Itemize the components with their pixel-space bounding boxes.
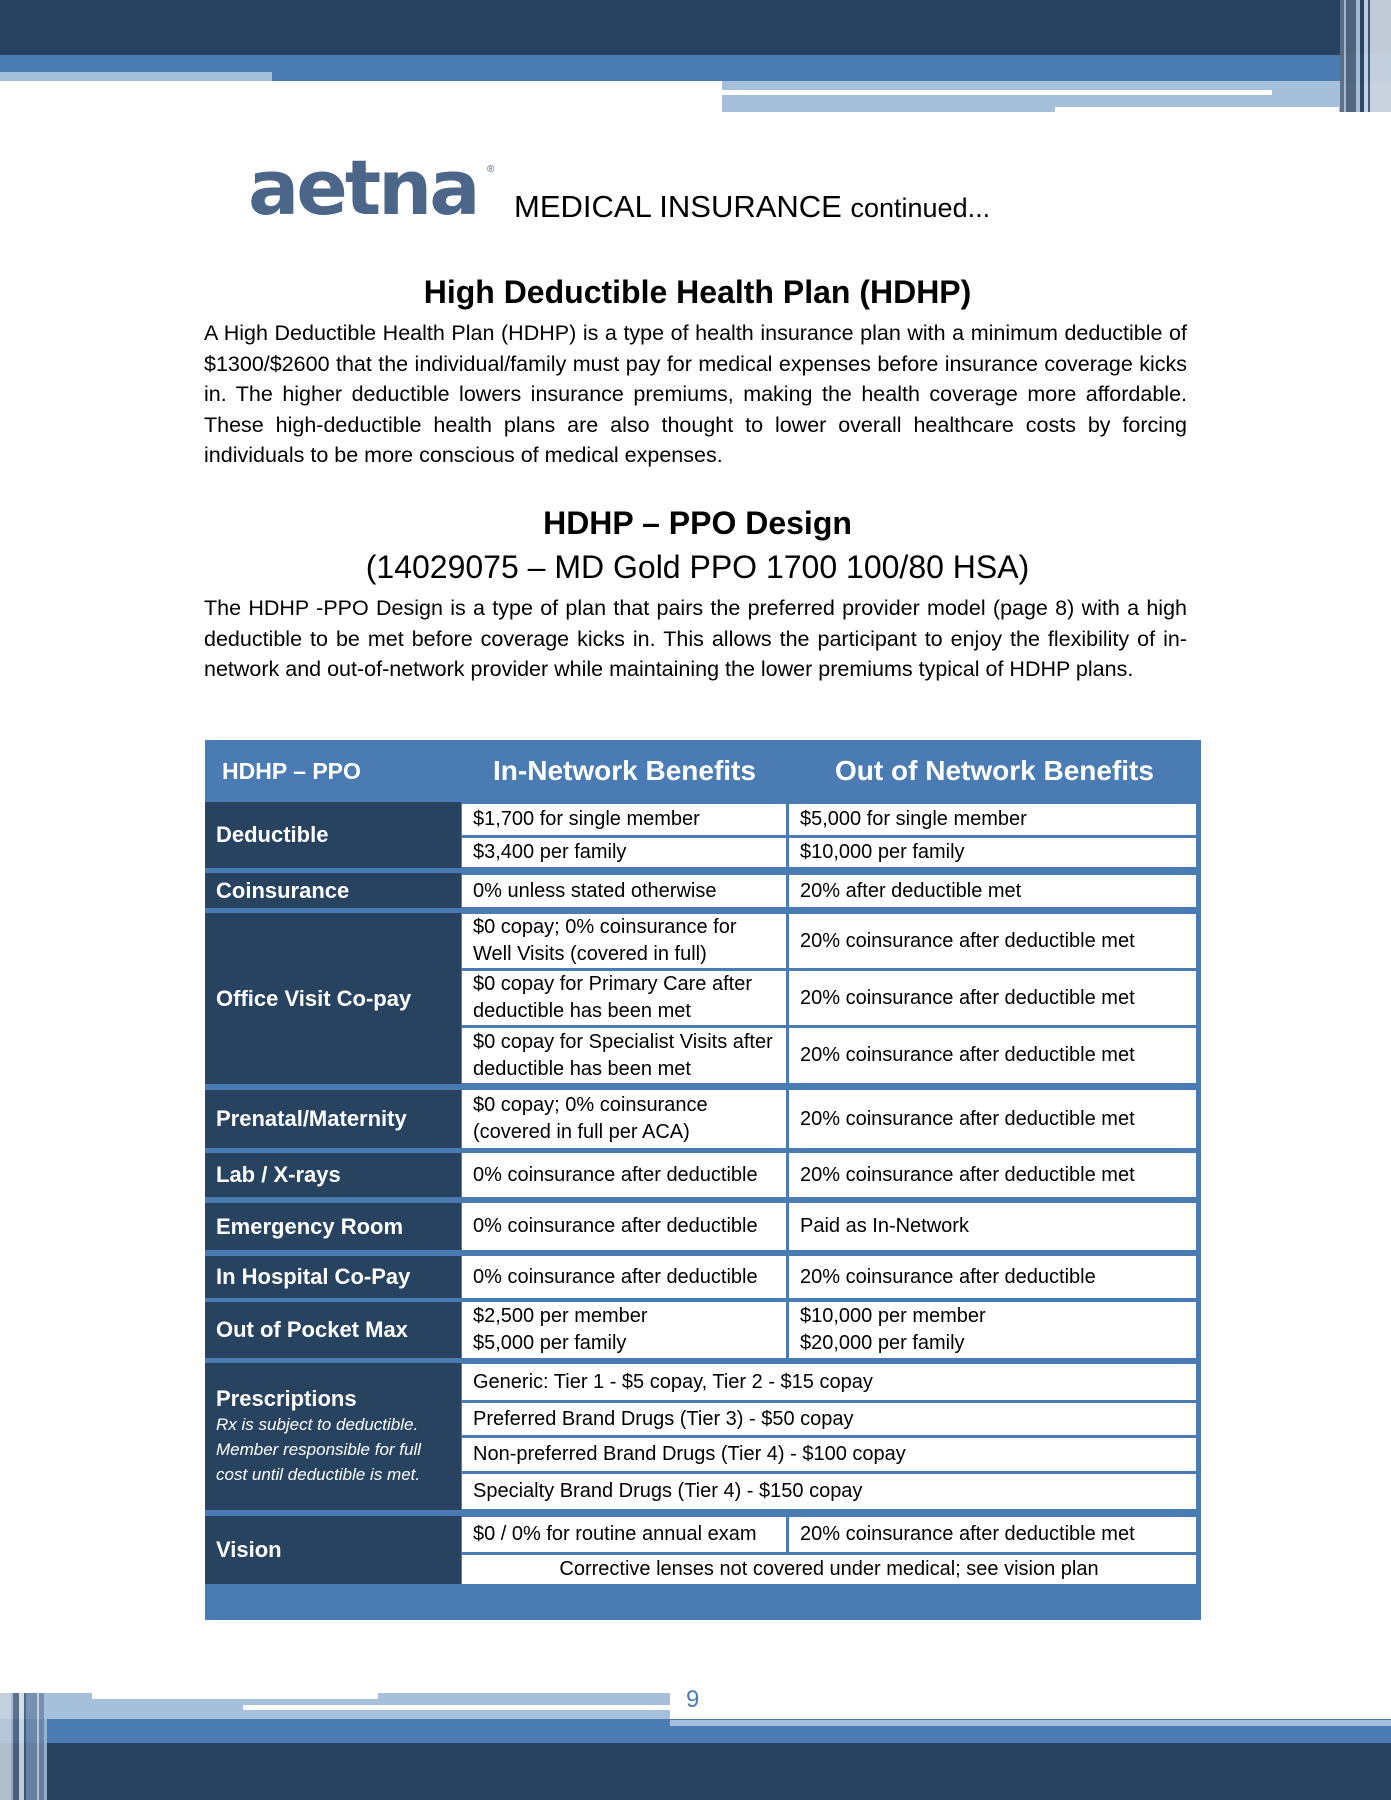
row-label-prenatal: Prenatal/Maternity bbox=[205, 1090, 461, 1148]
oop-in-family: $5,000 per family bbox=[473, 1332, 627, 1354]
table-header-out-network: Out of Network Benefits bbox=[835, 755, 1154, 786]
rx-tier-nonpreferred: Non-preferred Brand Drugs (Tier 4) - $100 copay bbox=[462, 1438, 1196, 1471]
bottom-banner-accent-2 bbox=[243, 1705, 670, 1710]
bottom-banner-light-right bbox=[670, 1720, 1391, 1726]
office-visit-in-well: $0 copay; 0% coinsurance for Well Visits (covered in full) bbox=[462, 914, 786, 968]
row-label-prescriptions bbox=[205, 1363, 461, 1510]
hospital-in: 0% coinsurance after deductible bbox=[462, 1256, 786, 1298]
registered-mark: ® bbox=[487, 164, 495, 175]
hdhp-description: A High Deductible Health Plan (HDHP) is a type of health insurance plan with a minimum deductible of $1300/$2600 that the individual/family must pay for medical expenses before insurance coverage kicks in. The higher deductible lowers insurance premiums, making the health coverage more affordable. These high-deductible health plans are also thought to lower overall healthcare costs by forcing individuals to be more conscious of medical expenses. bbox=[204, 321, 1187, 467]
vision-out: 20% coinsurance after deductible met bbox=[789, 1517, 1196, 1552]
row-label-coinsurance: Coinsurance bbox=[205, 873, 461, 908]
office-visit-in-specialist: $0 copay for Specialist Visits after deductible has been met bbox=[462, 1028, 786, 1083]
deductible-out-single: $5,000 for single member bbox=[789, 804, 1196, 835]
rx-tier-preferred: Preferred Brand Drugs (Tier 3) - $50 copay bbox=[462, 1403, 1196, 1435]
page-title-suffix: continued... bbox=[850, 193, 991, 223]
bottom-banner-stripes bbox=[0, 1693, 47, 1800]
top-banner-accent-line bbox=[722, 90, 1272, 95]
er-out: Paid as In-Network bbox=[789, 1203, 1196, 1250]
top-banner-light-left bbox=[0, 72, 272, 81]
row-label-lab: Lab / X-rays bbox=[205, 1153, 461, 1197]
lab-in: 0% coinsurance after deductible bbox=[462, 1153, 786, 1197]
prenatal-in: $0 copay; 0% coinsurance (covered in full per ACA) bbox=[462, 1090, 786, 1148]
oop-in-member: $2,500 per member bbox=[473, 1305, 648, 1327]
row-label-office-visit: Office Visit Co-pay bbox=[205, 913, 461, 1084]
row-label-deductible: Deductible bbox=[205, 802, 461, 868]
top-banner-accent-box bbox=[1055, 107, 1339, 112]
hdhp-ppo-description: The HDHP -PPO Design is a type of plan that pairs the preferred provider model (page 8) with a high deductible to be met before coverage kicks in. This allows the participant to enjoy the flexibility of in-network and out-of-network provider while maintaining the lower premiums typical of HDHP plans. bbox=[204, 596, 1187, 681]
oop-out bbox=[789, 1302, 1196, 1358]
office-visit-out-primary: 20% coinsurance after deductible met bbox=[789, 971, 1196, 1025]
benefits-table bbox=[205, 740, 1201, 1620]
bottom-banner-dark bbox=[0, 1743, 1391, 1800]
oop-out-member: $10,000 per member bbox=[800, 1305, 986, 1327]
vision-lenses-note: Corrective lenses not covered under medical; see vision plan bbox=[462, 1555, 1196, 1584]
prenatal-out: 20% coinsurance after deductible met bbox=[789, 1090, 1196, 1148]
table-header-in-network: In-Network Benefits bbox=[493, 755, 756, 786]
hospital-out: 20% coinsurance after deductible bbox=[789, 1256, 1196, 1298]
top-banner-stripes bbox=[1340, 0, 1391, 112]
office-visit-in-primary: $0 copay for Primary Care after deductible has been met bbox=[462, 971, 786, 1025]
vision-in: $0 / 0% for routine annual exam bbox=[462, 1517, 786, 1552]
bottom-banner-accent-1 bbox=[92, 1693, 378, 1699]
office-visit-out-specialist: 20% coinsurance after deductible met bbox=[789, 1028, 1196, 1083]
rx-tier-generic: Generic: Tier 1 - $5 copay, Tier 2 - $15 copay bbox=[462, 1364, 1196, 1400]
hdhp-ppo-heading: HDHP – PPO Design bbox=[543, 505, 852, 541]
oop-out-family: $20,000 per family bbox=[800, 1332, 965, 1354]
rx-tier-specialty: Specialty Brand Drugs (Tier 4) - $150 copay bbox=[462, 1474, 1196, 1509]
row-label-hospital: In Hospital Co-Pay bbox=[205, 1256, 461, 1298]
page-title bbox=[514, 187, 990, 228]
prescriptions-title: Prescriptions bbox=[216, 1386, 357, 1411]
row-label-er: Emergency Room bbox=[205, 1203, 461, 1250]
table-header-plan: HDHP – PPO bbox=[222, 758, 361, 784]
aetna-logo: aetna bbox=[248, 143, 478, 232]
plan-code-subheading: (14029075 – MD Gold PPO 1700 100/80 HSA) bbox=[365, 549, 1030, 585]
page-number: 9 bbox=[686, 1686, 700, 1713]
coinsurance-in: 0% unless stated otherwise bbox=[462, 875, 786, 907]
er-in: 0% coinsurance after deductible bbox=[462, 1203, 786, 1250]
deductible-in-single: $1,700 for single member bbox=[462, 804, 786, 835]
top-banner-dark bbox=[0, 0, 1391, 55]
coinsurance-out: 20% after deductible met bbox=[789, 875, 1196, 907]
row-label-vision: Vision bbox=[205, 1516, 461, 1584]
office-visit-out-well: 20% coinsurance after deductible met bbox=[789, 914, 1196, 968]
deductible-in-family: $3,400 per family bbox=[462, 838, 786, 867]
deductible-out-family: $10,000 per family bbox=[789, 838, 1196, 867]
hdhp-heading: High Deductible Health Plan (HDHP) bbox=[423, 274, 972, 310]
prescriptions-note: Rx is subject to deductible. Member responsible for full cost until deductible is met. bbox=[216, 1415, 422, 1484]
row-label-oop: Out of Pocket Max bbox=[205, 1302, 461, 1358]
oop-in bbox=[462, 1302, 786, 1358]
lab-out: 20% coinsurance after deductible met bbox=[789, 1153, 1196, 1197]
page-title-main: MEDICAL INSURANCE bbox=[514, 189, 842, 224]
